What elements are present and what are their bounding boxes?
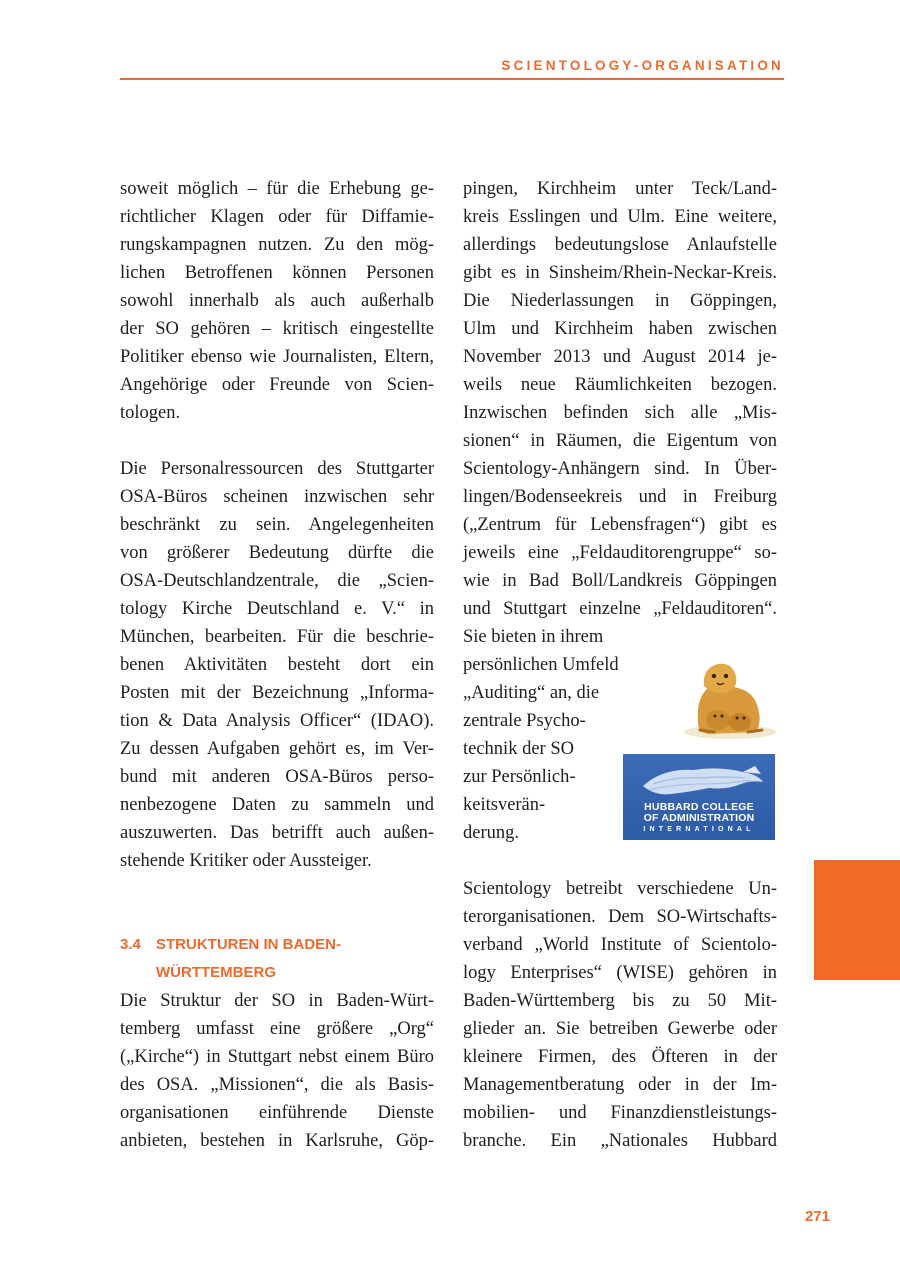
text-line: Zu dessen Aufgaben gehört es, im Ver- bbox=[120, 739, 434, 759]
text-line: Politiker ebenso wie Journalisten, Eltern, bbox=[120, 347, 434, 367]
text-line: sionen“ in Räumen, die Eigentum von bbox=[463, 431, 777, 451]
text-line: allerdings bedeutungslose Anlaufstelle bbox=[463, 235, 777, 255]
text-line: beschränkt zu sein. Angelegenheiten bbox=[120, 515, 434, 535]
section-title-line: STRUKTUREN IN BADEN- bbox=[156, 936, 341, 953]
text-line: OSA-Büros scheinen inzwischen sehr bbox=[120, 487, 434, 507]
text-line: stehende Kritiker oder Aussteiger. bbox=[120, 851, 372, 871]
text-line: Die Struktur der SO in Baden-Würt- bbox=[120, 991, 434, 1011]
text-line: („Kirche“) in Stuttgart nebst einem Büro bbox=[120, 1047, 434, 1067]
paragraph-osa-resources bbox=[120, 455, 434, 875]
chapter-side-tab bbox=[814, 860, 900, 980]
text-line: wie in Bad Boll/Landkreis Göppingen bbox=[463, 571, 777, 591]
text-line: terorganisationen. Dem SO-Wirtschafts- bbox=[463, 907, 777, 927]
text-line: soweit möglich – für die Erhebung ge- bbox=[120, 179, 434, 199]
logo-text-line: OF ADMINISTRATION bbox=[643, 812, 755, 824]
text-line: Managementberatung oder in der Im- bbox=[463, 1075, 777, 1095]
text-line: nenbezogene Daten zu sammeln und bbox=[120, 795, 434, 815]
text-line: keitsverän- bbox=[463, 795, 546, 815]
text-line: bund mit anderen OSA-Büros perso- bbox=[120, 767, 434, 787]
text-line: zentrale Psycho- bbox=[463, 711, 586, 731]
logo-text-line: INTERNATIONAL bbox=[643, 826, 755, 833]
text-line: gibt es in Sinsheim/Rhein-Neckar-Kreis. bbox=[463, 263, 777, 283]
left-column bbox=[120, 175, 434, 1155]
text-line: Scientology-Anhängern sind. In Über- bbox=[463, 459, 777, 479]
text-line: Posten mit der Bezeichnung „Informa- bbox=[120, 683, 434, 703]
text-line: München, bearbeiten. Für die beschrie- bbox=[120, 627, 434, 647]
text-line: Inzwischen befinden sich alle „Mis- bbox=[463, 403, 777, 423]
text-line: zur Persönlich- bbox=[463, 767, 576, 787]
logo-text-line: HUBBARD COLLEGE bbox=[644, 801, 754, 813]
section-heading bbox=[120, 931, 434, 987]
text-line: sowohl innerhalb als auch außerhalb bbox=[120, 291, 434, 311]
text-line: benen Aktivitäten besteht dort ein bbox=[120, 655, 434, 675]
page-number: 271 bbox=[804, 1208, 830, 1225]
text-line: kleinere Firmen, des Öfteren in der bbox=[463, 1047, 777, 1067]
text-line: Ulm und Kirchheim haben zwischen bbox=[463, 319, 777, 339]
text-line: verband „World Institute of Scientolo- bbox=[463, 935, 777, 955]
text-line: Die Personalressourcen des Stuttgarter bbox=[120, 459, 434, 479]
text-line: Baden-Württemberg bis zu 50 Mit- bbox=[463, 991, 777, 1011]
text-line: des OSA. „Missionen“, die als Basis- bbox=[120, 1075, 434, 1095]
text-line: Sie bieten in ihrem bbox=[463, 627, 604, 647]
text-line: OSA-Deutschlandzentrale, die „Scien- bbox=[120, 571, 434, 591]
paragraph-missions bbox=[463, 175, 777, 847]
section-number: 3.4 bbox=[120, 936, 141, 953]
text-line: rungskampagnen nutzen. Zu den mög- bbox=[120, 235, 434, 255]
text-line: und Stuttgart einzelne „Feldauditoren“. bbox=[463, 599, 777, 619]
text-line: tion & Data Analysis Officer“ (IDAO). bbox=[120, 711, 434, 731]
text-line: logy Enterprises“ (WISE) gehören in bbox=[463, 963, 777, 983]
text-line: branche. Ein „Nationales Hubbard bbox=[463, 1131, 777, 1151]
text-line: („Zentrum für Lebensfragen“) gibt es bbox=[463, 515, 777, 535]
text-line: tologen. bbox=[120, 403, 181, 423]
text-line: „Auditing“ an, die bbox=[463, 683, 600, 703]
text-line: temberg umfasst eine größere „Org“ bbox=[120, 1019, 434, 1039]
text-line: weils neue Räumlichkeiten bezogen. bbox=[463, 375, 777, 395]
text-line: derung. bbox=[463, 823, 519, 843]
text-line: Scientology betreibt verschiedene Un- bbox=[463, 879, 777, 899]
text-line: lingen/Bodenseekreis und in Freiburg bbox=[463, 487, 777, 507]
text-line: tology Kirche Deutschland e. V.“ in bbox=[120, 599, 434, 619]
text-line: technik der SO bbox=[463, 739, 574, 759]
paragraph-wise bbox=[463, 875, 777, 1155]
text-line: pingen, Kirchheim unter Teck/Land- bbox=[463, 179, 777, 199]
text-line: Die Niederlassungen in Göppingen, bbox=[463, 291, 777, 311]
text-line: November 2013 und August 2014 je- bbox=[463, 347, 777, 367]
text-line: jeweils eine „Feldauditorengruppe“ so- bbox=[463, 543, 777, 563]
paragraph-structure bbox=[120, 987, 434, 1155]
text-line: richtlicher Klagen oder für Diffamie- bbox=[120, 207, 434, 227]
text-line: glieder an. Sie betreiben Gewerbe oder bbox=[463, 1019, 777, 1039]
text-line: der SO gehören – kritisch eingestellte bbox=[120, 319, 434, 339]
text-line: von größerer Bedeutung dürfte die bbox=[120, 543, 434, 563]
text-line: organisationen einführende Dienste bbox=[120, 1103, 434, 1123]
text-line: mobilien- und Finanzdienstleistungs- bbox=[463, 1103, 777, 1123]
lion-icon bbox=[678, 652, 778, 742]
lion-figurine-image bbox=[678, 652, 778, 742]
text-line: lichen Betroffenen können Personen bbox=[120, 263, 434, 283]
text-line: auszuwerten. Das betrifft auch außen- bbox=[120, 823, 434, 843]
hubbard-college-logo bbox=[623, 754, 775, 840]
header-rule bbox=[120, 78, 784, 80]
text-line: anbieten, bestehen in Karlsruhe, Göp- bbox=[120, 1131, 434, 1151]
section-title-line: WÜRTTEMBERG bbox=[156, 964, 276, 981]
text-line: kreis Esslingen und Ulm. Eine weitere, bbox=[463, 207, 777, 227]
text-line: persönlichen Umfeld bbox=[463, 655, 619, 675]
text-line: Angehörige oder Freunde von Scien- bbox=[120, 375, 434, 395]
paragraph-personal-data-use bbox=[120, 175, 434, 427]
running-header: SCIENTOLOGY-ORGANISATION bbox=[501, 58, 784, 73]
